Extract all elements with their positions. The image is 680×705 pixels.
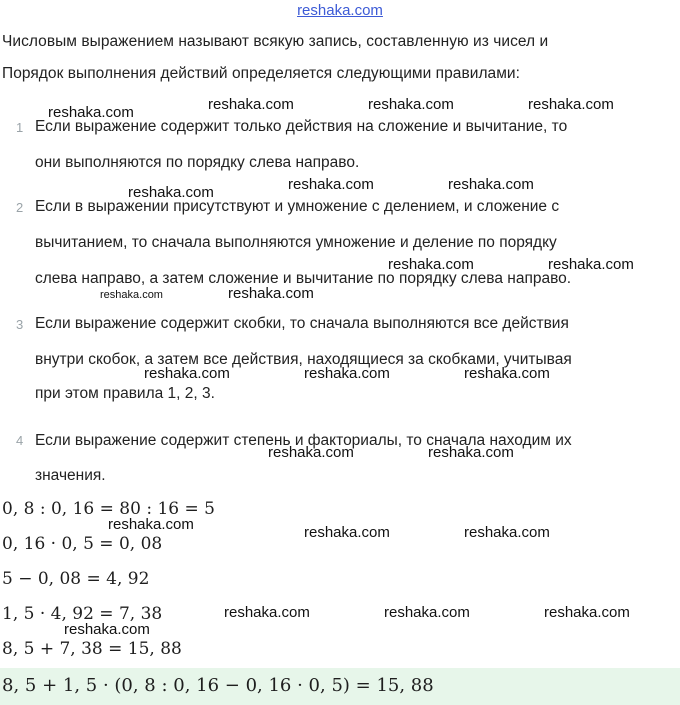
solution-step-4: 1, 5 · 4, 92 = 7, 38 bbox=[2, 604, 163, 624]
rule-4-line-2: значения. bbox=[35, 467, 106, 484]
watermark: reshaka.com bbox=[368, 96, 454, 113]
rule-4-line-1: Если выражение содержит степень и факториалы, то сначала находим их bbox=[35, 432, 572, 449]
rule-number-4: 4 bbox=[16, 433, 24, 448]
rule-2-line-2: вычитанием, то сначала выполняются умножение и деление по порядку bbox=[35, 234, 557, 251]
watermark: reshaka.com bbox=[304, 365, 390, 382]
watermark: reshaka.com bbox=[208, 96, 294, 113]
watermark: reshaka.com bbox=[144, 365, 230, 382]
watermark: reshaka.com bbox=[288, 176, 374, 193]
watermark: reshaka.com bbox=[304, 524, 390, 541]
watermark-small: reshaka.com bbox=[100, 289, 163, 301]
intro-line-2: Порядок выполнения действий определяется следующими правилами: bbox=[2, 65, 520, 82]
watermark: reshaka.com bbox=[464, 365, 550, 382]
solution-step-2: 0, 16 · 0, 5 = 0, 08 bbox=[2, 534, 163, 554]
solution-step-3: 5 − 0, 08 = 4, 92 bbox=[2, 569, 150, 589]
watermark: reshaka.com bbox=[428, 444, 514, 461]
watermark: reshaka.com bbox=[528, 96, 614, 113]
site-header-link[interactable]: reshaka.com bbox=[297, 2, 383, 19]
watermark: reshaka.com bbox=[64, 621, 150, 638]
intro-line-1: Числовым выражением называют всякую запись, составленную из чисел и bbox=[2, 33, 549, 50]
watermark: reshaka.com bbox=[224, 604, 310, 621]
watermark: reshaka.com bbox=[108, 516, 194, 533]
watermark: reshaka.com bbox=[228, 285, 314, 302]
watermark: reshaka.com bbox=[268, 444, 354, 461]
rule-number-2: 2 bbox=[16, 200, 24, 215]
solution-step-1: 0, 8 : 0, 16 = 80 : 16 = 5 bbox=[2, 499, 215, 519]
watermark: reshaka.com bbox=[544, 604, 630, 621]
watermark: reshaka.com bbox=[48, 104, 134, 121]
rule-2-line-1: Если в выражении присутствуют и умножение с делением, и сложение с bbox=[35, 198, 560, 215]
rule-1-line-1: Если выражение содержит только действия на сложение и вычитание, то bbox=[35, 118, 568, 135]
watermark: reshaka.com bbox=[384, 604, 470, 621]
watermark: reshaka.com bbox=[548, 256, 634, 273]
final-answer: 8, 5 + 1, 5 · (0, 8 : 0, 16 − 0, 16 · 0, 5) = 15, 88 bbox=[2, 675, 434, 696]
solution-step-5: 8, 5 + 7, 38 = 15, 88 bbox=[2, 639, 182, 659]
rule-number-3: 3 bbox=[16, 317, 24, 332]
rule-3-line-3: при этом правила 1, 2, 3. bbox=[35, 385, 215, 402]
watermark: reshaka.com bbox=[448, 176, 534, 193]
rule-3-line-2: внутри скобок, а затем все действия, находящиеся за скобками, учитывая bbox=[35, 351, 572, 368]
rule-2-line-3: слева направо, а затем сложение и вычитание по порядку слева направо. bbox=[35, 270, 572, 287]
rule-1-line-2: они выполняются по порядку слева направо. bbox=[35, 154, 360, 171]
rule-3-line-1: Если выражение содержит скобки, то сначала выполняются все действия bbox=[35, 315, 569, 332]
watermark: reshaka.com bbox=[464, 524, 550, 541]
watermark: reshaka.com bbox=[128, 184, 214, 201]
watermark: reshaka.com bbox=[388, 256, 474, 273]
rule-number-1: 1 bbox=[16, 120, 24, 135]
